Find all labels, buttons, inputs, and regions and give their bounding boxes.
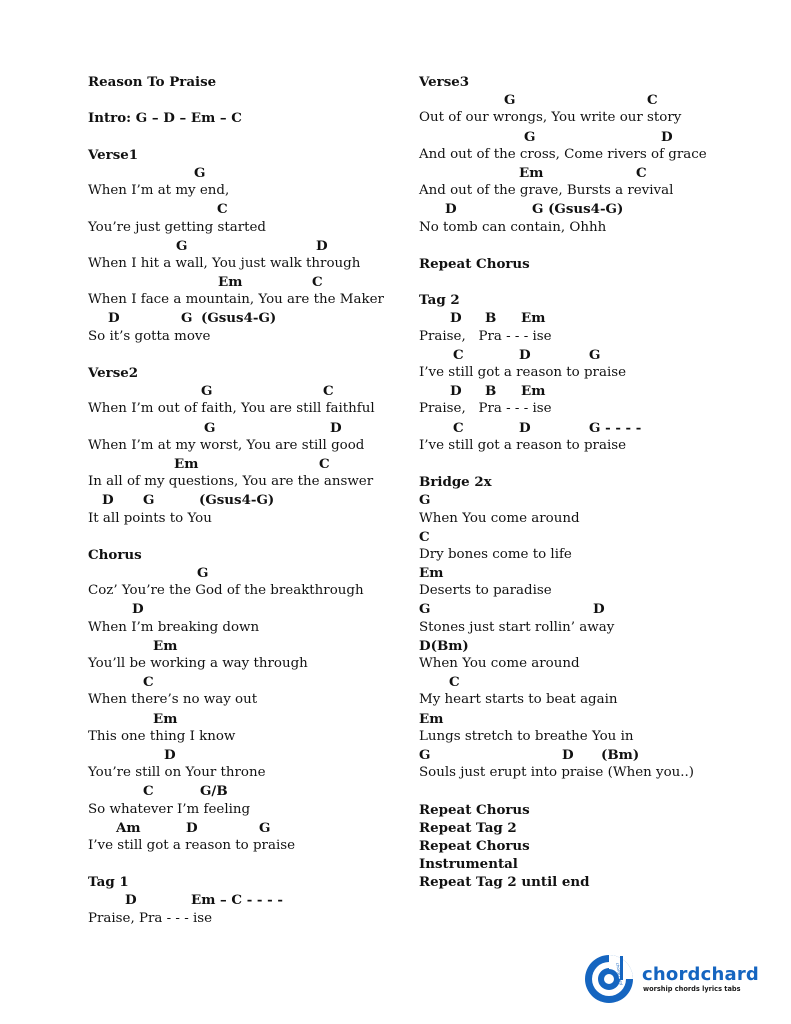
chord: G xyxy=(181,310,193,327)
chord: Em xyxy=(521,310,546,327)
chord-line xyxy=(419,600,749,618)
chord-line xyxy=(88,600,388,618)
chordchard-logo[interactable] xyxy=(583,953,763,1005)
chord: D xyxy=(125,892,137,909)
lyric-line: I’ve still got a reason to praise xyxy=(419,365,627,380)
svg-text:chordchard: chordchard xyxy=(615,962,624,986)
chord-line xyxy=(88,309,388,327)
chord: C xyxy=(323,383,334,400)
chord: B xyxy=(485,310,497,327)
lyric-line: Praise, Pra - - - ise xyxy=(419,401,552,417)
brand-tagline: worship chords lyrics tabs xyxy=(643,985,741,993)
chord: D xyxy=(186,819,198,836)
chord: G xyxy=(176,237,188,254)
chord: Em xyxy=(174,455,199,472)
chord: Em xyxy=(419,565,444,582)
lyric-line: Dry bones come to life xyxy=(419,546,572,562)
chord: C xyxy=(453,346,464,363)
chord: D xyxy=(450,310,462,327)
chord-line xyxy=(419,637,749,655)
chord-line xyxy=(88,237,388,255)
bridge-heading: Bridge 2x xyxy=(419,474,492,491)
tag2-heading: Tag 2 xyxy=(419,292,460,309)
lyric-line: Coz’ You’re the God of the breakthrough xyxy=(88,583,364,599)
chord: G xyxy=(194,164,206,181)
chord-line xyxy=(88,710,388,728)
lyric-line: When I’m at my end, xyxy=(88,183,230,199)
chord: G xyxy=(143,492,155,509)
chord: D xyxy=(108,310,120,327)
chord-line xyxy=(419,746,749,764)
chord: Em xyxy=(218,274,243,291)
chord-line xyxy=(419,419,749,437)
chord: D xyxy=(330,419,342,436)
chord-line xyxy=(88,746,388,764)
lyric-line: You’ll be working a way through xyxy=(88,656,308,671)
verse2-heading: Verse2 xyxy=(88,365,139,381)
chord-line xyxy=(419,710,749,728)
chord: D xyxy=(164,746,176,763)
chord: G xyxy=(419,601,431,618)
lyric-line: You’re still on Your throne xyxy=(88,765,266,781)
chord-line xyxy=(419,200,749,218)
chord: D xyxy=(519,419,531,436)
chord: D xyxy=(132,601,144,618)
chord: Em xyxy=(521,383,546,400)
chord: C xyxy=(647,92,658,109)
chord-line xyxy=(419,673,749,691)
ending-line: Repeat Chorus xyxy=(419,837,530,854)
chord: G xyxy=(197,565,209,582)
chord: C xyxy=(419,528,430,545)
chord: C xyxy=(217,201,228,218)
chord: C xyxy=(449,674,460,691)
chord-line xyxy=(88,491,388,509)
chord: G xyxy=(524,128,536,145)
chord: C xyxy=(319,455,330,472)
ending-line: Instrumental xyxy=(419,856,518,873)
lyric-line: When You come around xyxy=(419,656,580,671)
left-column xyxy=(88,73,388,928)
lyric-line: When I hit a wall, You just walk through xyxy=(88,255,361,271)
repeat-chorus: Repeat Chorus xyxy=(419,255,530,272)
lyric-line: Praise, Pra - - - ise xyxy=(88,910,213,926)
chord: G xyxy=(204,419,216,436)
tag1-heading: Tag 1 xyxy=(88,874,129,891)
chord-line xyxy=(88,164,388,182)
chord-line xyxy=(88,200,388,218)
chord-line xyxy=(88,819,388,837)
chord-line xyxy=(88,455,388,473)
chord: D xyxy=(519,346,531,363)
intro-line: Intro: G – D – Em – C xyxy=(88,110,242,127)
lyric-line: Deserts to paradise xyxy=(419,583,552,599)
lyric-line: So it’s gotta move xyxy=(88,328,211,344)
chord: D xyxy=(102,492,114,509)
chord: G xyxy=(504,92,516,109)
chord: Em xyxy=(153,637,178,654)
chord: G xyxy=(201,383,213,400)
chord-line xyxy=(419,309,749,327)
chord: G (Gsus4-G) xyxy=(532,201,624,218)
chord-line xyxy=(88,673,388,691)
chord: Em xyxy=(519,164,544,181)
chord: D xyxy=(445,201,457,218)
lyric-line: Lungs stretch to breathe You in xyxy=(419,728,634,744)
chord: G xyxy=(419,492,431,509)
song-title: Reason To Praise xyxy=(88,74,217,90)
chord: C xyxy=(312,274,323,291)
chord-line xyxy=(419,528,749,546)
chord: D(Bm) xyxy=(419,637,469,654)
chorus-heading: Chorus xyxy=(88,546,142,563)
chord: G xyxy=(259,819,271,836)
chord: (Gsus4-G) xyxy=(199,492,275,509)
lyric-line: Stones just start rollin’ away xyxy=(419,619,615,635)
chord: D xyxy=(562,746,574,763)
chord-line xyxy=(419,491,749,509)
lyric-line: And out of the grave, Bursts a revival xyxy=(419,183,674,199)
ending-line: Repeat Chorus xyxy=(419,801,530,818)
chord-line xyxy=(88,564,388,582)
lyric-line: When there’s no way out xyxy=(88,692,258,708)
chord-line xyxy=(419,91,749,109)
right-column xyxy=(419,73,749,891)
chordchard-logo-icon xyxy=(583,953,635,1005)
chord: C xyxy=(453,419,464,436)
chord: Am xyxy=(116,819,141,836)
chord: C xyxy=(143,674,154,691)
lyric-line: You’re just getting started xyxy=(88,219,266,235)
lyric-line: In all of my questions, You are the answer xyxy=(88,474,374,490)
chord-line xyxy=(88,891,388,909)
lyric-line: I’ve still got a reason to praise xyxy=(88,837,296,853)
chord: Em – C - - - - xyxy=(191,892,283,909)
lyric-line: When I’m breaking down xyxy=(88,619,260,635)
chord: D xyxy=(450,383,462,400)
chord-line xyxy=(419,164,749,182)
lyric-line: Praise, Pra - - - ise xyxy=(419,328,552,344)
lyric-line: When I’m out of faith, You are still faithful xyxy=(88,401,375,417)
chord: G - - - - xyxy=(589,419,642,436)
chord: C xyxy=(143,783,154,800)
chord-line xyxy=(88,782,388,800)
lyric-line: When I face a mountain, You are the Maker xyxy=(88,292,384,308)
chord-line xyxy=(88,419,388,437)
lyric-line: When I’m at my worst, You are still good xyxy=(88,437,365,453)
lyric-line: Out of our wrongs, You write our story xyxy=(419,110,682,126)
ending-line: Repeat Tag 2 xyxy=(419,819,517,836)
lyric-line: And out of the cross, Come rivers of grace xyxy=(419,146,707,162)
lyric-line: When You come around xyxy=(419,510,580,526)
chord: (Bm) xyxy=(601,746,640,763)
lyric-line: This one thing I know xyxy=(88,728,236,744)
chord-line xyxy=(419,346,749,364)
chord: D xyxy=(316,237,328,254)
chord-line xyxy=(419,128,749,146)
chord-line xyxy=(419,564,749,582)
chord: (Gsus4-G) xyxy=(201,310,277,327)
chord: D xyxy=(661,128,673,145)
lyric-line: My heart starts to beat again xyxy=(419,692,618,708)
lyric-line: Souls just erupt into praise (When you..) xyxy=(419,765,695,781)
chord: Em xyxy=(419,710,444,727)
chord: B xyxy=(485,383,497,400)
lyric-line: So whatever I’m feeling xyxy=(88,801,251,817)
verse1-heading: Verse1 xyxy=(88,146,139,163)
chord: Em xyxy=(153,710,178,727)
ending-line: Repeat Tag 2 until end xyxy=(419,874,590,891)
chord: G xyxy=(419,746,431,763)
verse3-heading: Verse3 xyxy=(419,74,470,90)
chord-line xyxy=(88,382,388,400)
chord: C xyxy=(636,164,647,181)
brand-name: chordchard xyxy=(642,964,760,985)
chord-line xyxy=(419,382,749,400)
chord: D xyxy=(593,601,605,618)
chord: G/B xyxy=(200,783,228,800)
lyric-line: It all points to You xyxy=(88,510,212,526)
lyric-line: I’ve still got a reason to praise xyxy=(419,437,627,453)
chord-line xyxy=(88,273,388,291)
chord: G xyxy=(589,346,601,363)
lyric-line: No tomb can contain, Ohhh xyxy=(419,219,607,235)
chord-line xyxy=(88,637,388,655)
